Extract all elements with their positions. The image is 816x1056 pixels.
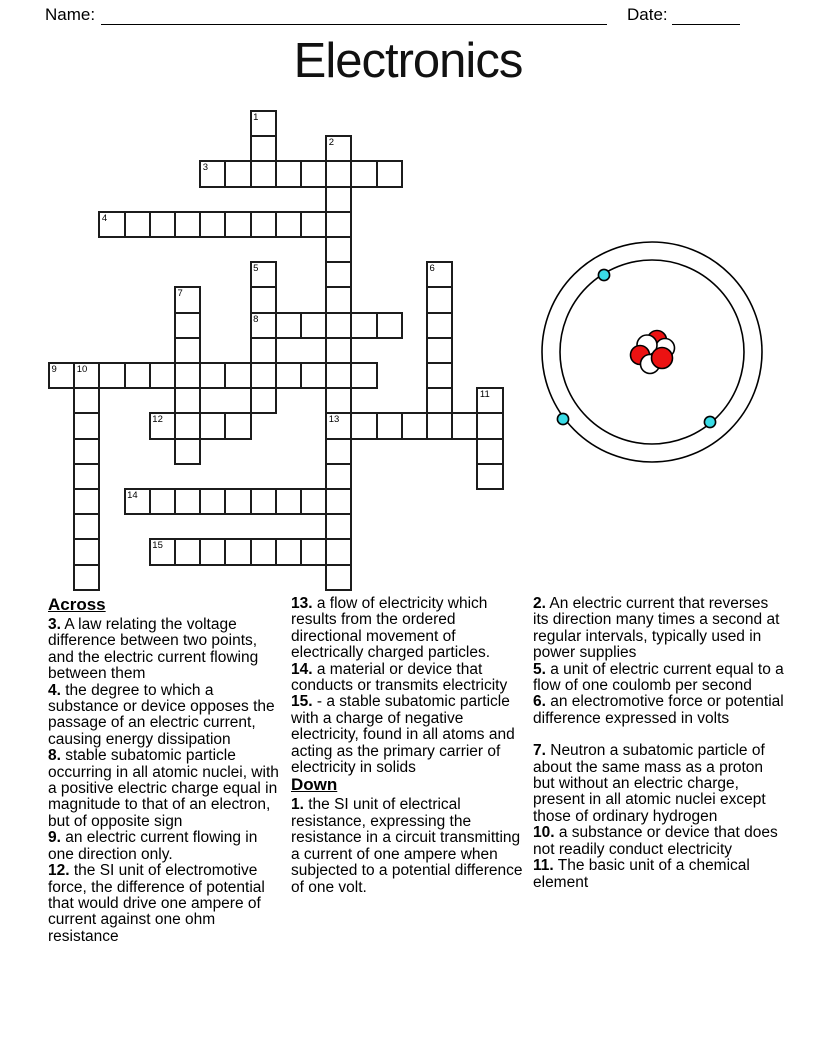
across-heading: Across bbox=[48, 595, 106, 614]
grid-cell[interactable] bbox=[325, 286, 352, 313]
clue-4: 4. the degree to which a substance or device opposes the passage of an electric current, causing energy dissipation bbox=[48, 681, 275, 748]
grid-cell[interactable] bbox=[250, 488, 277, 515]
electron-particle bbox=[704, 416, 715, 427]
name-label: Name: bbox=[45, 5, 96, 24]
clue-12: 12. the SI unit of electromotive force, the difference of potential that would drive one ampere of current against one ohm resistance bbox=[48, 862, 265, 945]
grid-cell[interactable] bbox=[376, 312, 403, 339]
grid-cell[interactable] bbox=[300, 538, 327, 565]
grid-cell[interactable] bbox=[250, 362, 277, 389]
grid-cell[interactable] bbox=[73, 564, 100, 591]
grid-cell[interactable] bbox=[73, 438, 100, 465]
clue-number: 13. bbox=[291, 595, 313, 612]
down-heading: Down bbox=[291, 775, 338, 795]
grid-cell[interactable] bbox=[250, 337, 277, 364]
clue-number: 5. bbox=[533, 660, 546, 678]
grid-cell[interactable] bbox=[325, 362, 352, 389]
clue-number: 14. bbox=[291, 660, 313, 678]
grid-cell[interactable] bbox=[300, 362, 327, 389]
grid-cell[interactable] bbox=[275, 362, 302, 389]
grid-cell[interactable] bbox=[73, 412, 100, 439]
grid-cell[interactable] bbox=[199, 160, 226, 187]
grid-cell[interactable] bbox=[325, 312, 352, 339]
grid-cell[interactable] bbox=[426, 261, 453, 288]
grid-cell[interactable] bbox=[325, 387, 352, 414]
clue-number: 9. bbox=[48, 829, 61, 847]
grid-cell[interactable] bbox=[401, 412, 428, 439]
clue-number: 11. bbox=[533, 857, 554, 875]
grid-cell[interactable] bbox=[250, 387, 277, 414]
grid-cell[interactable] bbox=[174, 362, 201, 389]
grid-cell[interactable] bbox=[476, 438, 503, 465]
grid-cell[interactable] bbox=[426, 387, 453, 414]
grid-cell[interactable] bbox=[250, 286, 277, 313]
grid-cell[interactable] bbox=[376, 412, 403, 439]
clue-number: 7. bbox=[533, 742, 546, 760]
grid-cell[interactable] bbox=[325, 337, 352, 364]
grid-cell[interactable] bbox=[224, 211, 251, 238]
grid-cell[interactable] bbox=[250, 312, 277, 339]
grid-cell[interactable] bbox=[250, 261, 277, 288]
grid-cell[interactable] bbox=[224, 412, 251, 439]
grid-cell[interactable] bbox=[174, 412, 201, 439]
grid-cell[interactable] bbox=[325, 438, 352, 465]
grid-cell[interactable] bbox=[325, 488, 352, 515]
grid-cell[interactable] bbox=[224, 488, 251, 515]
grid-cell[interactable] bbox=[325, 513, 352, 540]
electron-particle bbox=[598, 269, 609, 280]
page-title: Electronics bbox=[293, 34, 523, 88]
grid-cell[interactable] bbox=[199, 538, 226, 565]
grid-cell[interactable] bbox=[451, 412, 478, 439]
grid-cell[interactable] bbox=[48, 362, 75, 389]
grid-cell[interactable] bbox=[124, 488, 151, 515]
clue-8: 8. stable subatomic particle occurring in all atomic nuclei, with a positive electric charge equal in magnitude to that of an electron, but of opposite sign bbox=[48, 747, 279, 830]
crossword-grid bbox=[48, 110, 508, 595]
grid-cell[interactable] bbox=[300, 160, 327, 187]
grid-cell[interactable] bbox=[73, 538, 100, 565]
grid-cell[interactable] bbox=[350, 412, 377, 439]
grid-cell[interactable] bbox=[325, 538, 352, 565]
cell-clue-number: 14 bbox=[127, 490, 138, 501]
cell-clue-number: 4 bbox=[101, 212, 108, 224]
grid-cell[interactable] bbox=[174, 286, 201, 313]
grid-cell[interactable] bbox=[325, 186, 352, 213]
clue-5: 5. a unit of electric current equal to a flow of one coulomb per second bbox=[533, 660, 784, 695]
grid-cell[interactable] bbox=[73, 488, 100, 515]
atom-diagram bbox=[540, 239, 766, 465]
grid-cell[interactable] bbox=[174, 337, 201, 364]
clue-number: 4. bbox=[48, 681, 61, 699]
clue-14: 14. a material or device that conducts or transmits electricity bbox=[291, 660, 508, 695]
clue-number: 3. bbox=[48, 616, 61, 633]
grid-cell[interactable] bbox=[325, 135, 352, 162]
clue-2: 2. An electric current that reverses its direction many times a second at regular intervals, typically used in power supplies bbox=[533, 595, 780, 662]
name-fill-line[interactable] bbox=[101, 4, 607, 25]
clue-number: 12. bbox=[48, 862, 70, 880]
grid-cell[interactable] bbox=[199, 362, 226, 389]
clue-9: 9. an electric current flowing in one direction only. bbox=[48, 829, 258, 863]
nucleus bbox=[631, 331, 675, 374]
grid-cell[interactable] bbox=[98, 211, 125, 238]
clue-number: 15. bbox=[291, 693, 313, 711]
grid-cell[interactable] bbox=[426, 362, 453, 389]
clue-number: 8. bbox=[48, 747, 61, 765]
grid-cell[interactable] bbox=[73, 387, 100, 414]
grid-cell[interactable] bbox=[300, 312, 327, 339]
clue-13: 13. a flow of electricity which results from the ordered directional movement of electrically charged particles. bbox=[291, 595, 491, 662]
grid-cell[interactable] bbox=[98, 362, 125, 389]
proton-particle bbox=[652, 348, 673, 369]
cell-clue-number: 15 bbox=[152, 540, 163, 552]
clue-column-3 bbox=[533, 596, 784, 945]
grid-cell[interactable] bbox=[174, 438, 201, 465]
grid-cell[interactable] bbox=[174, 312, 201, 339]
cell-clue-number: 10 bbox=[76, 364, 88, 375]
electron-particle bbox=[557, 413, 568, 424]
grid-cell[interactable] bbox=[174, 488, 201, 515]
grid-cell[interactable] bbox=[250, 211, 277, 238]
grid-cell[interactable] bbox=[73, 463, 100, 490]
date-fill-line[interactable] bbox=[672, 4, 740, 25]
clue-15: 15. - a stable subatomic particle with a charge of negative electricity, found in all atoms and acting as the primary carrier of electricity in solids bbox=[291, 693, 515, 777]
grid-cell[interactable] bbox=[149, 412, 176, 439]
cell-clue-number: 9 bbox=[51, 364, 57, 375]
grid-cell[interactable] bbox=[325, 564, 352, 591]
clue-7: 7. Neutron a subatomic particle of about the same mass as a proton but without an electric charge, present in all atomic nuclei except those of ordinary hydrogen bbox=[533, 742, 766, 825]
grid-cell[interactable] bbox=[224, 538, 251, 565]
grid-cell[interactable] bbox=[426, 286, 453, 313]
clue-number: 10. bbox=[533, 824, 555, 842]
grid-cell[interactable] bbox=[325, 160, 352, 187]
cell-clue-number: 11 bbox=[479, 389, 490, 401]
grid-cell[interactable] bbox=[275, 211, 302, 238]
grid-cell[interactable] bbox=[350, 160, 377, 187]
grid-cell[interactable] bbox=[275, 160, 302, 187]
date-label: Date: bbox=[627, 5, 668, 24]
grid-cell[interactable] bbox=[350, 362, 377, 389]
grid-cell[interactable] bbox=[300, 488, 327, 515]
grid-cell[interactable] bbox=[174, 387, 201, 414]
grid-cell[interactable] bbox=[275, 488, 302, 515]
cell-clue-number: 13 bbox=[328, 414, 340, 426]
grid-cell[interactable] bbox=[174, 538, 201, 565]
grid-cell[interactable] bbox=[73, 362, 100, 389]
grid-cell[interactable] bbox=[250, 135, 277, 162]
grid-cell[interactable] bbox=[73, 513, 100, 540]
grid-cell[interactable] bbox=[124, 211, 151, 238]
grid-cell[interactable] bbox=[476, 387, 503, 414]
clues-section bbox=[48, 596, 784, 945]
clue-6: 6. an electromotive force or potential difference expressed in volts bbox=[533, 693, 784, 727]
cell-clue-number: 8 bbox=[253, 313, 259, 325]
grid-cell[interactable] bbox=[325, 211, 352, 238]
cell-clue-number: 3 bbox=[202, 162, 208, 174]
clue-10: 10. a substance or device that does not readily conduct electricity bbox=[533, 824, 778, 858]
grid-cell[interactable] bbox=[149, 538, 176, 565]
clue-number: 2. bbox=[533, 595, 546, 612]
grid-cell[interactable] bbox=[224, 160, 251, 187]
grid-cell[interactable] bbox=[476, 463, 503, 490]
cell-clue-number: 12 bbox=[152, 414, 163, 426]
clue-column-1 bbox=[48, 596, 291, 945]
grid-cell[interactable] bbox=[149, 488, 176, 515]
grid-cell[interactable] bbox=[325, 463, 352, 490]
grid-cell[interactable] bbox=[174, 211, 201, 238]
grid-cell[interactable] bbox=[350, 312, 377, 339]
grid-cell[interactable] bbox=[300, 211, 327, 238]
grid-cell[interactable] bbox=[426, 412, 453, 439]
grid-cell[interactable] bbox=[426, 312, 453, 339]
cell-clue-number: 6 bbox=[429, 263, 435, 275]
grid-cell[interactable] bbox=[275, 538, 302, 565]
cell-clue-number: 7 bbox=[177, 288, 183, 300]
grid-cell[interactable] bbox=[149, 362, 176, 389]
grid-cell[interactable] bbox=[476, 412, 503, 439]
grid-cell[interactable] bbox=[426, 337, 453, 364]
grid-cell[interactable] bbox=[325, 412, 352, 439]
grid-cell[interactable] bbox=[149, 211, 176, 238]
grid-cell[interactable] bbox=[325, 261, 352, 288]
cell-clue-number: 2 bbox=[328, 137, 334, 149]
clue-column-2 bbox=[291, 596, 533, 945]
clue-3: 3. A law relating the voltage difference between two points, and the electric current flowing between them bbox=[48, 616, 259, 683]
grid-cell[interactable] bbox=[199, 211, 226, 238]
cell-clue-number: 5 bbox=[253, 263, 259, 275]
grid-cell[interactable] bbox=[199, 412, 226, 439]
grid-cell[interactable] bbox=[224, 362, 251, 389]
grid-cell[interactable] bbox=[124, 362, 151, 389]
clue-number: 6. bbox=[533, 693, 546, 711]
cell-clue-number: 1 bbox=[253, 112, 259, 123]
grid-cell[interactable] bbox=[376, 160, 403, 187]
grid-cell[interactable] bbox=[250, 110, 277, 137]
clue-number: 1. bbox=[291, 796, 304, 814]
grid-cell[interactable] bbox=[250, 538, 277, 565]
grid-cell[interactable] bbox=[199, 488, 226, 515]
grid-cell[interactable] bbox=[250, 160, 277, 187]
grid-cell[interactable] bbox=[275, 312, 302, 339]
clue-11: 11. The basic unit of a chemical element bbox=[533, 857, 750, 891]
grid-cell[interactable] bbox=[325, 236, 352, 263]
clue-1: 1. the SI unit of electrical resistance, expressing the resistance in a circuit transmitting a current of one ampere when subjected to a potential difference of one volt. bbox=[291, 796, 523, 896]
